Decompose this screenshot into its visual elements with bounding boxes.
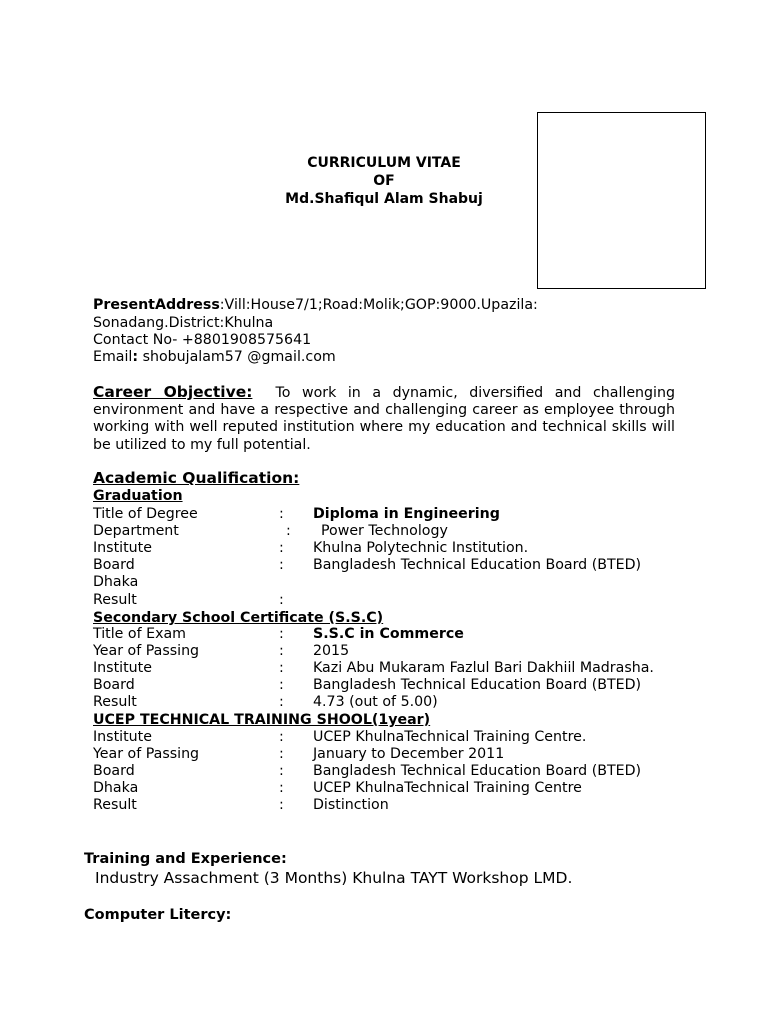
cv-name: Md.Shafiqul Alam Shabuj — [285, 191, 483, 207]
row-label: Board — [93, 677, 135, 694]
row-label: Department — [93, 523, 179, 540]
table-row — [93, 557, 693, 574]
table-row — [93, 626, 693, 643]
table-row — [93, 643, 693, 660]
row-colon: : — [279, 780, 284, 797]
training-text: Industry Assachment (3 Months) Khulna TAYT Workshop LMD. — [95, 869, 573, 887]
table-row — [93, 677, 693, 694]
row-value: UCEP KhulnaTechnical Training Centre. — [313, 729, 587, 745]
row-value: Distinction — [313, 797, 389, 814]
row-colon: : — [279, 557, 284, 574]
row-colon: : — [279, 694, 284, 711]
computer-heading: Computer Litercy: — [84, 907, 232, 923]
row-value: Bangladesh Technical Education Board (BTED) — [313, 763, 642, 780]
row-colon: : — [279, 797, 284, 814]
row-colon: : — [279, 660, 284, 677]
row-label: Board — [93, 557, 135, 574]
table-row — [93, 780, 693, 797]
row-label: Institute — [93, 660, 152, 677]
table-row — [93, 506, 693, 523]
table-row — [93, 574, 693, 591]
table-row — [93, 660, 693, 677]
career-objective-label: Career Objective: — [93, 383, 253, 401]
row-colon: : — [279, 643, 284, 660]
ucep-heading: UCEP TECHNICAL TRAINING SHOOL(1year) — [93, 712, 431, 728]
cv-title: CURRICULUM VITAE — [307, 155, 461, 171]
row-value: 2015 — [313, 643, 350, 660]
row-value: S.S.C in Commerce — [313, 626, 464, 642]
row-label: Title of Exam — [93, 626, 186, 642]
email-colon: : — [132, 349, 139, 365]
graduation-heading: Graduation — [93, 488, 183, 504]
row-label: Title of Degree — [93, 506, 198, 522]
address-value: :Vill:House7/1;Road:Molik;GOP:9000.Upazila: — [219, 297, 538, 313]
row-colon: : — [279, 626, 284, 642]
row-colon: : — [279, 506, 284, 522]
ssc-heading: Secondary School Certificate (S.S.C) — [93, 610, 384, 626]
table-row — [93, 729, 693, 746]
email-value: shobujalam57 @gmail.com — [138, 349, 336, 365]
row-label: Dhaka — [93, 574, 139, 591]
table-row — [93, 592, 693, 609]
row-label: Result — [93, 694, 137, 711]
contact-number: Contact No- +8801908575641 — [93, 332, 312, 348]
address-label: PresentAddress — [93, 297, 220, 313]
table-row — [93, 746, 693, 763]
row-label: Institute — [93, 540, 152, 557]
row-value: Bangladesh Technical Education Board (BTED) — [313, 677, 642, 694]
row-colon: : — [279, 763, 284, 780]
row-label: Result — [93, 797, 137, 814]
training-heading: Training and Experience: — [84, 851, 287, 867]
address-line-2: Sonadang.District:Khulna — [93, 315, 274, 331]
table-row — [93, 540, 693, 557]
row-value: January to December 2011 — [313, 746, 505, 763]
row-value: Power Technology — [321, 523, 448, 540]
table-row — [93, 694, 693, 711]
academic-heading: Academic Qualification: — [93, 469, 300, 487]
row-colon: : — [279, 729, 284, 745]
address-line — [93, 297, 538, 313]
row-value: Kazi Abu Mukaram Fazlul Bari Dakhiil Madrasha. — [313, 660, 654, 677]
row-colon: : — [279, 746, 284, 763]
table-row — [93, 797, 693, 814]
email-label: Email — [93, 349, 133, 365]
row-label: Dhaka — [93, 780, 139, 797]
row-label: Result — [93, 591, 137, 608]
row-colon: : — [286, 523, 291, 540]
row-label: Board — [93, 763, 135, 780]
table-row — [93, 763, 693, 780]
cv-title-of: OF — [373, 173, 395, 189]
email-line — [93, 349, 336, 365]
row-colon: : — [279, 591, 284, 608]
career-objective — [93, 384, 675, 454]
row-value: Diploma in Engineering — [313, 506, 500, 522]
row-value: Bangladesh Technical Education Board (BTED) — [313, 557, 642, 574]
row-value: Khulna Polytechnic Institution. — [313, 540, 529, 557]
row-label: Institute — [93, 729, 152, 745]
row-label: Year of Passing — [93, 746, 200, 763]
table-row — [93, 523, 693, 540]
row-value: UCEP KhulnaTechnical Training Centre — [313, 780, 582, 797]
row-colon: : — [279, 677, 284, 694]
career-objective-text: To work in a dynamic, diversified and challenging environment and have a respective and challenging career as employee through working with well reputed institution where my education and technical skills will be utilized to my full potential. — [93, 385, 675, 453]
row-colon: : — [279, 540, 284, 557]
photo-placeholder — [537, 112, 706, 289]
row-label: Year of Passing — [93, 643, 200, 660]
row-value: 4.73 (out of 5.00) — [313, 694, 438, 711]
